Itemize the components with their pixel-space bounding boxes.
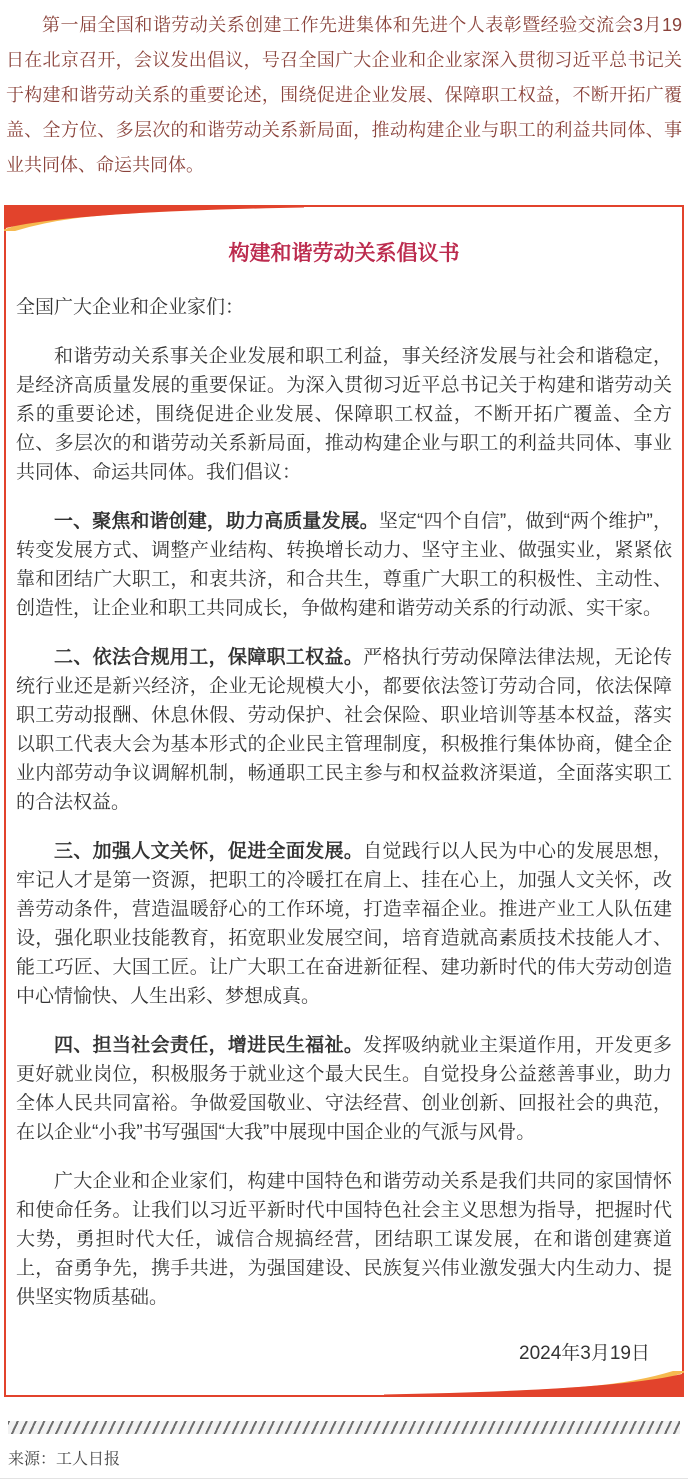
paragraph-lead: 三、加强人文关怀，促进全面发展。 xyxy=(54,841,364,862)
hatched-divider xyxy=(8,1421,680,1434)
proposal-title: 构建和谐劳动关系倡议书 xyxy=(228,242,460,265)
corner-flourish-top-left-icon xyxy=(4,205,304,231)
corner-flourish-bottom-right-icon xyxy=(384,1371,684,1397)
paragraph-text: 广大企业和企业家们，构建中国特色和谐劳动关系是我们共同的家国情怀和使命任务。让我们以习近平新时代中国特色社会主义思想为指导，把握时代大势，勇担时代大任，诚信合规搞经营，团结职工谋发展，在和谐创建赛道上，奋勇争先，携手共进，为强国建设、民族复兴伟业激发强大内生动力、提供坚实物质基础。 xyxy=(16,1171,672,1308)
paragraph-lead: 二、依法合规用工，保障职工权益。 xyxy=(54,647,364,668)
proposal-date: 2024年3月19日 xyxy=(519,1343,650,1364)
paragraph-preamble xyxy=(16,342,672,487)
salutation: 全国广大企业和企业家们： xyxy=(16,297,245,318)
intro-paragraph: 第一届全国和谐劳动关系创建工作先进集体和先进个人表彰暨经验交流会3月19日在北京召开，会议发出倡议，号召全国广大企业和企业家深入贯彻习近平总书记关于构建和谐劳动关系的重要论述，围绕促进企业发展、保障职工权益，不断开拓广覆盖、全方位、多层次的和谐劳动关系新局面，推动构建企业与职工的利益共同体、事业共同体、命运共同体。 xyxy=(6,15,682,175)
proposal-card xyxy=(4,205,684,1397)
paragraph-lead: 四、担当社会责任，增进民生福祉。 xyxy=(54,1035,364,1056)
paragraph-point-2 xyxy=(16,643,672,817)
paragraph-point-4 xyxy=(16,1031,672,1147)
paragraph-lead: 一、聚焦和谐创建，助力高质量发展。 xyxy=(54,511,379,532)
paragraph-point-3 xyxy=(16,837,672,1011)
paragraph-text: 坚定“四个自信”，做到“两个维护”，转变发展方式、调整产业结构、转换增长动力、坚守主业、做强实业，紧紧依靠和团结广大职工，和衷共济，和合共生，尊重广大职工的积极性、主动性、创造性，让企业和职工共同成长，争做构建和谐劳动关系的行动派、实干家。 xyxy=(16,511,672,619)
paragraph-text: 严格执行劳动保障法律法规，无论传统行业还是新兴经济，企业无论规模大小，都要依法签订劳动合同，依法保障职工劳动报酬、休息休假、劳动保护、社会保险、职业培训等基本权益，落实以职工代表大会为基本形式的企业民主管理制度，积极推行集体协商，健全企业内部劳动争议调解机制，畅通职工民主参与和权益救济渠道，全面落实职工的合法权益。 xyxy=(16,647,672,813)
paragraph-text: 发挥吸纳就业主渠道作用，开发更多更好就业岗位，积极服务于就业这个最大民生。自觉投身公益慈善事业，助力全体人民共同富裕。争做爱国敬业、守法经营、创业创新、回报社会的典范，在以企业“小我”书写强国“大我”中展现中国企业的气派与风骨。 xyxy=(16,1035,672,1143)
paragraph-text: 自觉践行以人民为中心的发展思想，牢记人才是第一资源，把职工的冷暖扛在肩上、挂在心上，加强人文关怀，改善劳动条件，营造温暖舒心的工作环境，打造幸福企业。推进产业工人队伍建设，强化职业技能教育，拓宽职业发展空间，培育造就高素质技术技能人才、能工巧匠、大国工匠。让广大职工在奋进新征程、建功新时代的伟大劳动创造中心情愉快、人生出彩、梦想成真。 xyxy=(16,841,672,1007)
paragraph-point-1 xyxy=(16,507,672,623)
source-line: 来源：工人日报 xyxy=(8,1451,121,1468)
paragraph-closing xyxy=(16,1167,672,1312)
paragraph-text: 和谐劳动关系事关企业发展和职工利益，事关经济发展与社会和谐稳定，是经济高质量发展的重要保证。为深入贯彻习近平总书记关于构建和谐劳动关系的重要论述，围绕促进企业发展、保障职工权益，不断开拓广覆盖、全方位、多层次的和谐劳动关系新局面，推动构建企业与职工的利益共同体、事业共同体、命运共同体。我们倡议： xyxy=(16,346,672,483)
